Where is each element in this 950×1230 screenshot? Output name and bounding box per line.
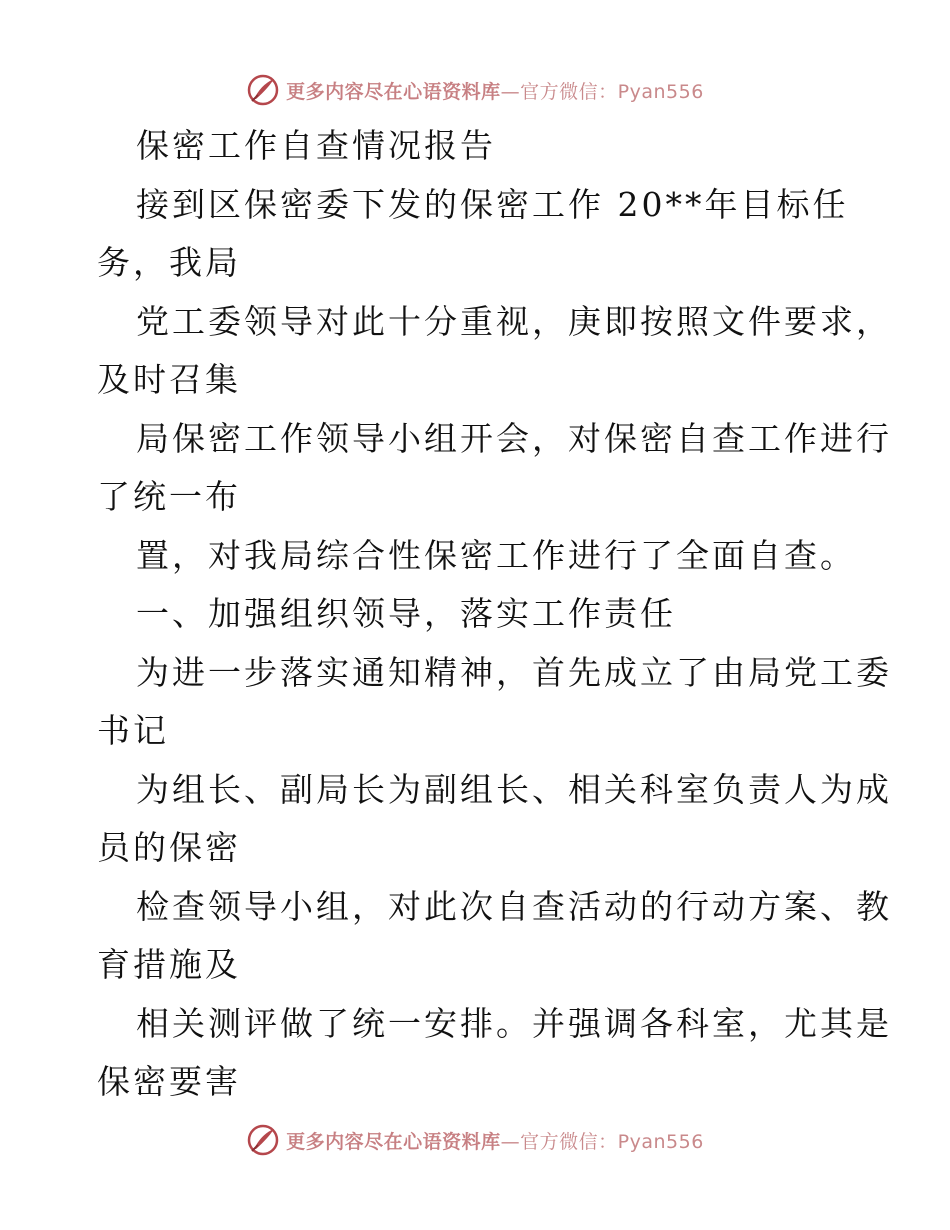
paragraph-line: 为组长、副局长为副组长、相关科室负责人为成 [136,769,892,809]
paragraph-line: 保密要害 [97,1062,241,1101]
paragraph-line: 为进一步落实通知精神，首先成立了由局党工委 [136,652,892,692]
paragraph-line: 相关测评做了统一安排。并强调各科室，尤其是 [136,1003,892,1043]
paragraph-line: 务，我局 [97,243,241,282]
section-heading: 一、加强组织领导，落实工作责任 [136,594,676,633]
watermark-brand: 更多内容尽在心语资料库 [286,1130,501,1153]
paragraph-line: 党工委领导对此十分重视，庚即按照文件要求， [136,301,892,341]
watermark-text [286,1127,704,1154]
watermark-brand: 更多内容尽在心语资料库 [286,80,501,103]
document-body [97,117,897,1112]
paragraph-line: 员的保密 [97,828,241,867]
paragraph-line: 检查领导小组，对此次自查活动的行动方案、教 [136,886,892,926]
watermark-separator: — [500,1130,521,1153]
document-title: 保密工作自查情况报告 [136,126,496,165]
paragraph-line: 置，对我局综合性保密工作进行了全面自查。 [136,535,856,575]
quill-logo-icon [246,1123,280,1157]
footer-watermark [0,1120,950,1160]
paragraph-line: 书记 [97,711,169,750]
paragraph-line: 接到区保密委下发的保密工作 20**年目标任 [136,184,849,224]
quill-logo-icon [246,73,280,107]
watermark-contact: 官方微信：Pyan556 [520,80,704,103]
paragraph-line: 育措施及 [97,945,241,984]
header-watermark [0,70,950,110]
paragraph-line: 了统一布 [97,477,241,516]
watermark-contact: 官方微信：Pyan556 [520,1130,704,1153]
paragraph-line: 局保密工作领导小组开会，对保密自查工作进行 [136,418,892,458]
paragraph-line: 及时召集 [97,360,241,399]
watermark-text [286,77,704,104]
watermark-separator: — [500,80,521,103]
